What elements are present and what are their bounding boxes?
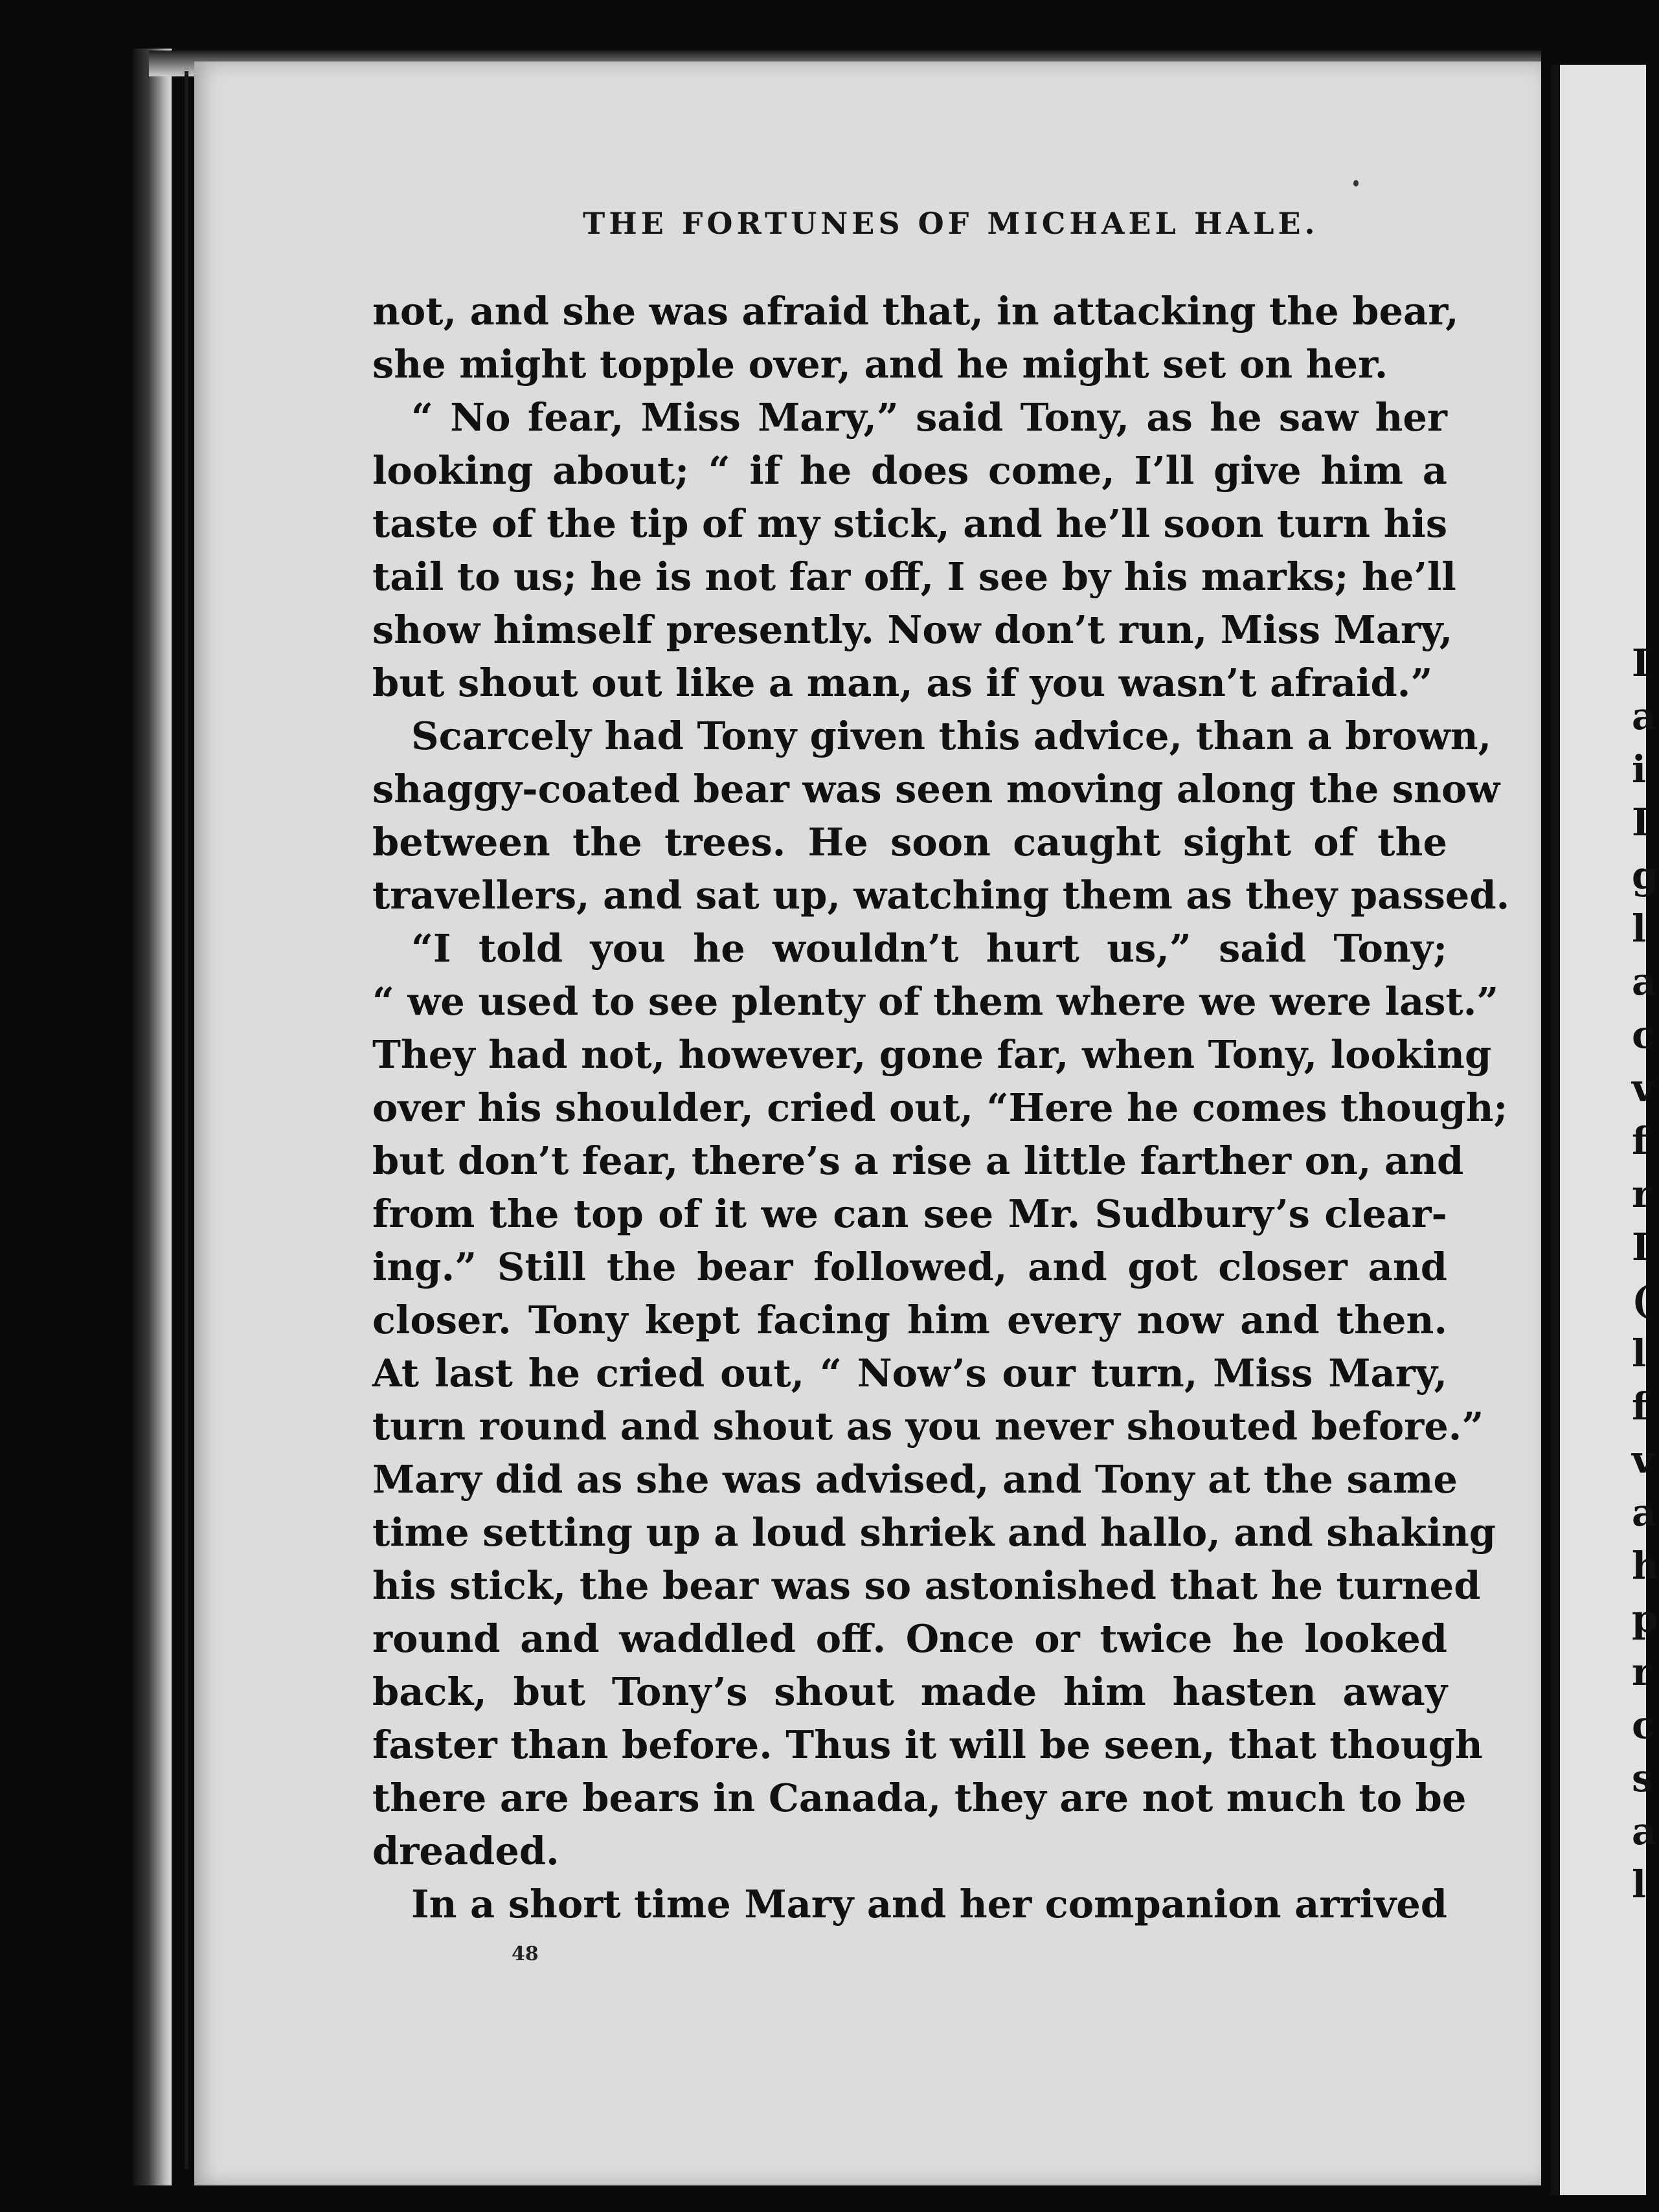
text-line: “I told you he wouldn’t hurt us,” said Tony; bbox=[411, 926, 1447, 971]
text-line: show himself presently. Now don’t run, Miss Mary, bbox=[372, 607, 1453, 652]
book-gutter-shadow bbox=[133, 49, 172, 2185]
text-line: At last he cried out, “ Now’s our turn, Miss Mary, bbox=[372, 1351, 1447, 1395]
adjacent-page-letter: a bbox=[1632, 1491, 1656, 1535]
text-line: his stick, the bear was so astonished that he turned bbox=[372, 1563, 1481, 1608]
adjacent-page-letter: h bbox=[1632, 1544, 1659, 1588]
adjacent-page-letter: c bbox=[1632, 1703, 1655, 1747]
text-line: dreaded. bbox=[372, 1829, 559, 1873]
adjacent-page-letter: l bbox=[1632, 1331, 1647, 1375]
adjacent-page-letter: I bbox=[1632, 1225, 1650, 1269]
text-line: travellers, and sat up, watching them as they passed. bbox=[372, 873, 1510, 918]
adjacent-page-letter: l bbox=[1632, 907, 1647, 951]
text-line: but don’t fear, there’s a rise a little farther on, and bbox=[372, 1138, 1464, 1183]
adjacent-page-letter: f bbox=[1632, 1384, 1648, 1428]
adjacent-page-letter: r bbox=[1632, 1650, 1652, 1694]
adjacent-page-letter: r bbox=[1632, 1172, 1652, 1216]
text-line: “ No fear, Miss Mary,” said Tony, as he saw her bbox=[411, 395, 1447, 440]
text-line: between the trees. He soon caught sight of the bbox=[372, 820, 1447, 864]
text-line: tail to us; he is not far off, I see by his marks; he’ll bbox=[372, 554, 1456, 599]
ink-speck bbox=[1353, 180, 1359, 186]
text-line: Mary did as she was advised, and Tony at the same bbox=[372, 1457, 1458, 1502]
text-line: from the top of it we can see Mr. Sudbury’s clear- bbox=[372, 1191, 1447, 1236]
text-line: In a short time Mary and her companion arrived bbox=[411, 1882, 1447, 1926]
adjacent-page-letter: ( bbox=[1632, 1278, 1650, 1322]
adjacent-page-letter: I bbox=[1632, 800, 1650, 844]
text-line: Scarcely had Tony given this advice, than a brown, bbox=[411, 714, 1492, 758]
text-line: time setting up a loud shriek and hallo, and shaking bbox=[372, 1510, 1496, 1555]
text-line: taste of the tip of my stick, and he’ll soon turn his bbox=[372, 501, 1448, 546]
adjacent-page-letter: s bbox=[1632, 1756, 1653, 1800]
adjacent-page-letter: l bbox=[1632, 1862, 1647, 1906]
text-line: but shout out like a man, as if you wasn’t afraid.” bbox=[372, 660, 1433, 705]
page-number: 48 bbox=[512, 1943, 539, 1965]
adjacent-page-letter: v bbox=[1632, 1438, 1654, 1482]
adjacent-page-letter: f bbox=[1632, 1119, 1648, 1163]
text-line: shaggy-coated bear was seen moving along the snow bbox=[372, 767, 1500, 811]
text-line: not, and she was afraid that, in attacking the bear, bbox=[372, 289, 1459, 333]
adjacent-page-letter: a bbox=[1632, 1809, 1656, 1853]
adjacent-page-letter: c bbox=[1632, 1013, 1655, 1057]
running-head: THE FORTUNES OF MICHAEL HALE. bbox=[583, 206, 1319, 241]
text-line: there are bears in Canada, they are not much to be bbox=[372, 1776, 1467, 1820]
adjacent-page-letter: v bbox=[1632, 1066, 1654, 1110]
adjacent-page-letter: a bbox=[1632, 960, 1656, 1004]
book-spine-edge bbox=[185, 71, 188, 2169]
adjacent-page-letter: a bbox=[1632, 694, 1656, 738]
adjacent-page-edge bbox=[1551, 65, 1560, 2195]
adjacent-page-letter: i bbox=[1632, 747, 1647, 791]
text-line: ing.” Still the bear followed, and got closer and bbox=[372, 1245, 1447, 1289]
adjacent-page-letter: I bbox=[1632, 641, 1650, 685]
text-line: turn round and shout as you never shouted before.” bbox=[372, 1404, 1484, 1449]
text-line: “ we used to see plenty of them where we were last.” bbox=[372, 979, 1499, 1024]
adjacent-page-letter: p bbox=[1632, 1597, 1658, 1641]
text-line: They had not, however, gone far, when Tony, looking bbox=[372, 1032, 1492, 1077]
text-line: back, but Tony’s shout made him hasten away bbox=[372, 1669, 1447, 1714]
text-line: closer. Tony kept facing him every now and then. bbox=[372, 1298, 1447, 1342]
text-line: faster than before. Thus it will be seen, that though bbox=[372, 1722, 1483, 1767]
text-line: round and waddled off. Once or twice he looked bbox=[372, 1616, 1447, 1661]
text-line: looking about; “ if he does come, I’ll give him a bbox=[372, 448, 1447, 493]
adjacent-page-letter: g bbox=[1632, 853, 1658, 897]
body-text bbox=[372, 285, 1510, 1931]
text-line: over his shoulder, cried out, “Here he comes though; bbox=[372, 1085, 1508, 1130]
text-line: she might topple over, and he might set on her. bbox=[372, 342, 1388, 387]
